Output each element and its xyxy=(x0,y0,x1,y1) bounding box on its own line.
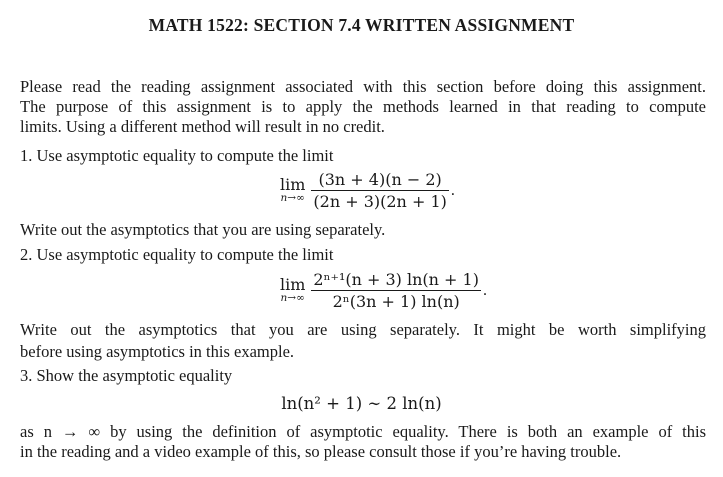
q1-lim-word: lim xyxy=(280,175,306,194)
q1-fraction xyxy=(311,170,448,211)
q1-lim-operator xyxy=(280,177,305,204)
q1-denominator: (2n + 3)(2n + 1) xyxy=(313,192,447,211)
q3-after-line-2: in the reading and a video example of this, so please consult those if you’re having trouble. xyxy=(20,442,622,461)
q1-numerator: (3n + 4)(n − 2) xyxy=(318,170,442,189)
intro-line-1: Please read the reading assignment associated with this section before doing this assignment. xyxy=(20,77,706,96)
page-title: MATH 1522: SECTION 7.4 WRITTEN ASSIGNMENT xyxy=(148,15,575,35)
q3-equation: ln(n² + 1) ∼ 2 ln(n) xyxy=(281,394,442,413)
q3-after-line-1: as n → ∞ by using the definition of asymptotic equality. There is both an example of this xyxy=(20,422,706,441)
q1-limit-expression xyxy=(280,170,455,211)
q3-prompt: 3. Show the asymptotic equality xyxy=(20,366,233,385)
q2-numerator: 2ⁿ⁺¹(n + 3) ln(n + 1) xyxy=(313,270,479,289)
intro-line-2: The purpose of this assignment is to apply the methods learned in that reading to compute xyxy=(20,97,706,116)
q1-after: Write out the asymptotics that you are using separately. xyxy=(20,220,386,239)
q2-after-line-2: before using asymptotics in this example. xyxy=(20,342,295,361)
q2-period: . xyxy=(482,281,487,299)
q2-limit-expression xyxy=(280,270,487,311)
q1-period: . xyxy=(450,181,455,199)
q1-prompt: 1. Use asymptotic equality to compute the limit xyxy=(20,146,334,165)
q2-fraction xyxy=(311,270,481,311)
q2-denominator: 2ⁿ(3n + 1) ln(n) xyxy=(332,292,460,311)
q2-prompt: 2. Use asymptotic equality to compute the limit xyxy=(20,245,334,264)
q2-lim-subscript: n→∞ xyxy=(280,292,305,304)
q1-lim-subscript: n→∞ xyxy=(280,192,305,204)
q2-lim-operator xyxy=(280,277,305,304)
q2-after-line-1: Write out the asymptotics that you are using separately. It might be worth simplifying xyxy=(20,320,706,339)
q2-lim-word: lim xyxy=(280,275,306,294)
intro-line-3: limits. Using a different method will result in no credit. xyxy=(20,117,385,136)
